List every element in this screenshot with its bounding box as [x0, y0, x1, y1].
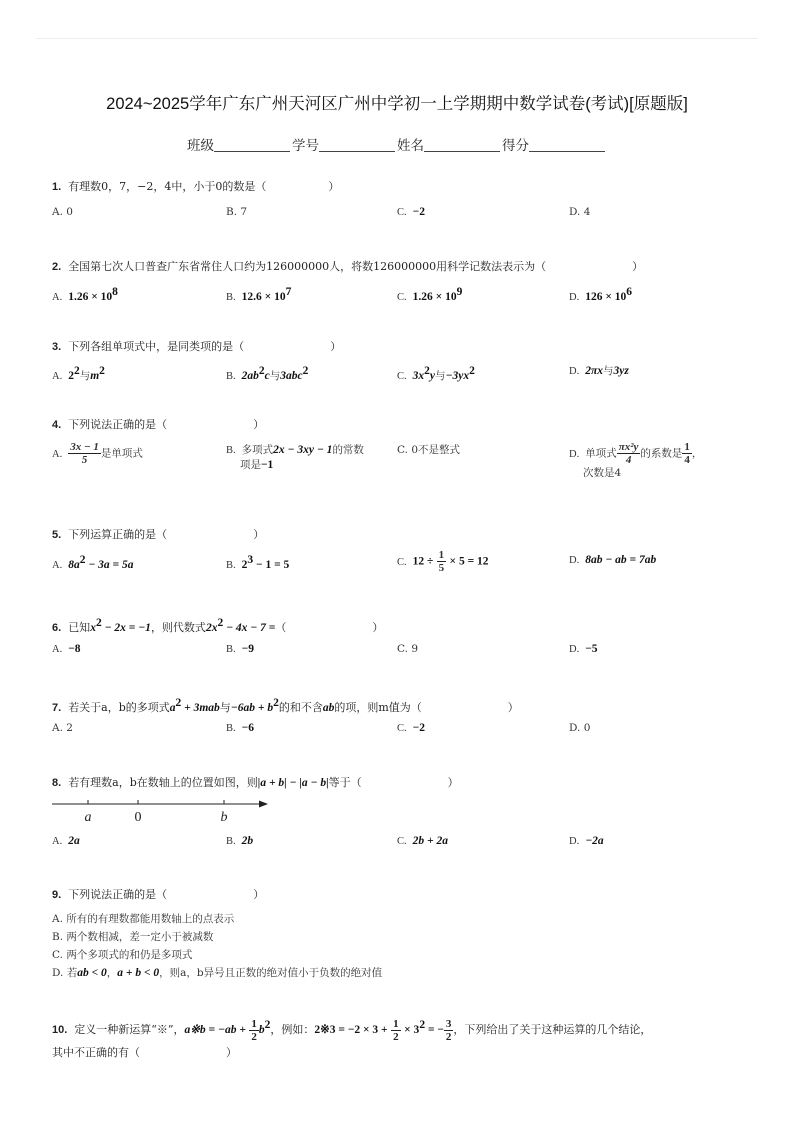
page-title: 2024~2025学年广东广州天河区广州中学初一上学期期中数学试卷(考试)[原题版]: [106, 95, 688, 113]
fraction: $\frac{\text{πx²y}}{4}$: [618, 441, 639, 466]
option-b[interactable]: B. −9: [226, 643, 254, 655]
option-b[interactable]: B. 两个数相减，差一定小于被减数: [52, 931, 214, 943]
option-a[interactable]: A. 2a: [52, 835, 80, 847]
question-5: 5. 下列运算正确的是（ ） A. $8a^2 - 3a = 5a$ B. $2^3 - 1 = 5$ C. 12 ÷ $\frac{1}{5}$ × 5 = 12 D. 8ab − ab = 7ab: [52, 528, 657, 574]
question-stem: 有理数0，7，−2，4中，小于0的数是（: [68, 180, 267, 193]
option-c[interactable]: C. 12 ÷ $\frac{1}{5}$ × 5 = 12: [397, 549, 489, 574]
arrow-icon: [259, 801, 268, 808]
fraction: $\frac{1}{4}$: [684, 441, 690, 466]
option-a[interactable]: A. 2: [52, 722, 73, 734]
option-c[interactable]: C. 2b + 2a: [397, 835, 448, 847]
option-d[interactable]: D. 8ab − ab = 7ab: [569, 554, 657, 566]
id-blank[interactable]: [319, 151, 395, 152]
option-a[interactable]: A. $\frac{3x - 1}{5}$ 是单项式: [52, 441, 143, 466]
option-c[interactable]: C. 9: [397, 643, 419, 655]
question-3: 3. 下列各组单项式中，是同类项的是（ ） A. $2^2$与$m^2$ B. $2ab^2c$与3abc$^2$ C. $3x^2y$与$-3yx^2$ D. 2πx与3yz: [52, 340, 629, 382]
question-stem: 下列运算正确的是（: [68, 528, 168, 541]
option-c[interactable]: C. $1.26 \times 10^9$: [397, 286, 463, 303]
option-a[interactable]: A. 0: [52, 206, 73, 218]
option-b[interactable]: B. $2^3 - 1 = 5$: [226, 554, 290, 571]
option-b[interactable]: B. $2ab^2c$与3abc$^2$: [226, 365, 309, 382]
question-stem: 全国第七次人口普查广东省常住人口约为126000000人，将数126000000用科学记数法表示为（: [68, 260, 547, 273]
fraction: $\frac{1}{2}$: [251, 1017, 257, 1043]
question-stem: 下列各组单项式中，是同类项的是（: [68, 340, 245, 353]
question-9: 9. 下列说法正确的是（ ） A. 所有的有理数都能用数轴上的点表示 B. 两个数相减，差一定小于被减数 C. 两个多项式的和仍是多项式 D. 若ab < 0，a + b < 0，则a，b异号且正数的绝对值小于负数的绝对值: [52, 887, 752, 903]
option-a[interactable]: A. $8a^2 - 3a = 5a$: [52, 554, 134, 571]
question-stem: 下列说法正确的是（: [68, 888, 168, 901]
top-divider: [36, 38, 758, 39]
question-4: 4. 下列说法正确的是（ ） A. $\frac{3x - 1}{5}$ 是单项式 B. 多项式2x − 3xy − 1的常数 项是−1 C. 0不是整式 D. 单项式 $\frac{\text{πx²y}}{4}$ 的系数是 $\frac{1}{4}$ ， 次数是4: [52, 418, 703, 479]
option-c[interactable]: C. $3x^2y$与$-3yx^2$: [397, 365, 475, 382]
option-d[interactable]: D. $126 \times 10^6$: [569, 286, 633, 303]
id-label: 学号: [292, 138, 319, 153]
question-7: 7. 若关于a，b的多项式$a^2 + 3mab$与$-6ab + b^2$的和不含ab的项，则m值为（ ） A. 2 B. −6 C. −2 D. 0: [52, 697, 591, 734]
tick-label-0: 0: [134, 810, 142, 825]
class-label: 班级: [187, 138, 214, 153]
option-d[interactable]: D. −2a: [569, 835, 604, 847]
option-c[interactable]: C. 两个多项式的和仍是多项式: [52, 949, 193, 961]
option-b[interactable]: B. 多项式2x − 3xy − 1的常数 项是−1: [226, 444, 364, 471]
fraction: $\frac{3}{2}$: [445, 1017, 452, 1043]
question-1: 1. 有理数0，7，−2，4中，小于0的数是（ ） A. 0 B. 7 C. −2 D. 4: [52, 180, 591, 218]
question-6: 6. 已知$x^2 - 2x = -1$，则代数式$2x^2 - 4x - 7$ =（ ） A. −8 B. −9 C. 9 D. −5: [52, 617, 598, 655]
fraction: $\frac{3x - 1}{5}$: [70, 441, 99, 466]
option-d[interactable]: D. 单项式 $\frac{\text{πx²y}}{4}$ 的系数是 $\frac{1}{4}$ ， 次数是4: [569, 441, 703, 479]
question-8: 8. 若有理数a，b在数轴上的位置如图，则|a + b| − |a − b|等于（ ） a 0 b A. 2a B. 2b C. 2b + 2a D. −2a: [52, 776, 604, 847]
option-a[interactable]: A. $2^2$与$m^2$: [52, 365, 105, 382]
score-label: 得分: [502, 138, 529, 153]
tick-label-a: a: [84, 810, 92, 825]
number-line: [52, 795, 282, 829]
option-d[interactable]: D. −5: [569, 643, 598, 655]
student-info-row: [0, 134, 794, 154]
score-blank[interactable]: [529, 151, 605, 152]
option-b[interactable]: B. 7: [226, 206, 248, 218]
fraction: $\frac{1}{5}$: [438, 549, 445, 574]
question-stem: 下列说法正确的是（: [68, 418, 168, 431]
option-d[interactable]: D. 2πx与3yz: [569, 365, 629, 377]
option-d[interactable]: D. 若ab < 0，a + b < 0，则a，b异号且正数的绝对值小于负数的绝对值: [52, 967, 383, 979]
option-d[interactable]: D. 0: [569, 722, 591, 734]
option-a[interactable]: A. −8: [52, 643, 81, 655]
name-label: 姓名: [397, 138, 424, 153]
option-d[interactable]: D. 4: [569, 206, 591, 218]
option-c[interactable]: C. −2: [397, 206, 425, 218]
question-2: 2. 全国第七次人口普查广东省常住人口约为126000000人，将数126000000用科学记数法表示为（ ） A. $1.26 \times 10^8$ B. $12.6 \times 10^7$ C. $1.26 \times 10^9$ D. $126 \times 10^6$: [52, 260, 644, 303]
name-blank[interactable]: [424, 151, 500, 152]
option-a[interactable]: A. $1.26 \times 10^8$: [52, 286, 118, 303]
option-b[interactable]: B. $12.6 \times 10^7$: [226, 286, 292, 303]
option-b[interactable]: B. 2b: [226, 835, 254, 847]
question-10: 10. 定义一种新运算“※”，a※b = −ab + $\frac{1}{2}$ $b^2$，例如：2※3 = −2 × 3 + $\frac{1}{2}$ × $3^2$ = − $\frac{3}{2}$ ，下列给出了关于这种运算的几个结论， 其中不正确的有（ ）: [52, 1017, 652, 1059]
option-c[interactable]: C. 0不是整式: [397, 444, 461, 456]
class-blank[interactable]: [214, 151, 290, 152]
tick-label-b: b: [220, 810, 228, 825]
option-a[interactable]: A. 所有的有理数都能用数轴上的点表示: [52, 913, 235, 925]
option-c[interactable]: C. −2: [397, 722, 425, 734]
option-b[interactable]: B. −6: [226, 722, 254, 734]
fraction: $\frac{1}{2}$: [393, 1017, 399, 1043]
